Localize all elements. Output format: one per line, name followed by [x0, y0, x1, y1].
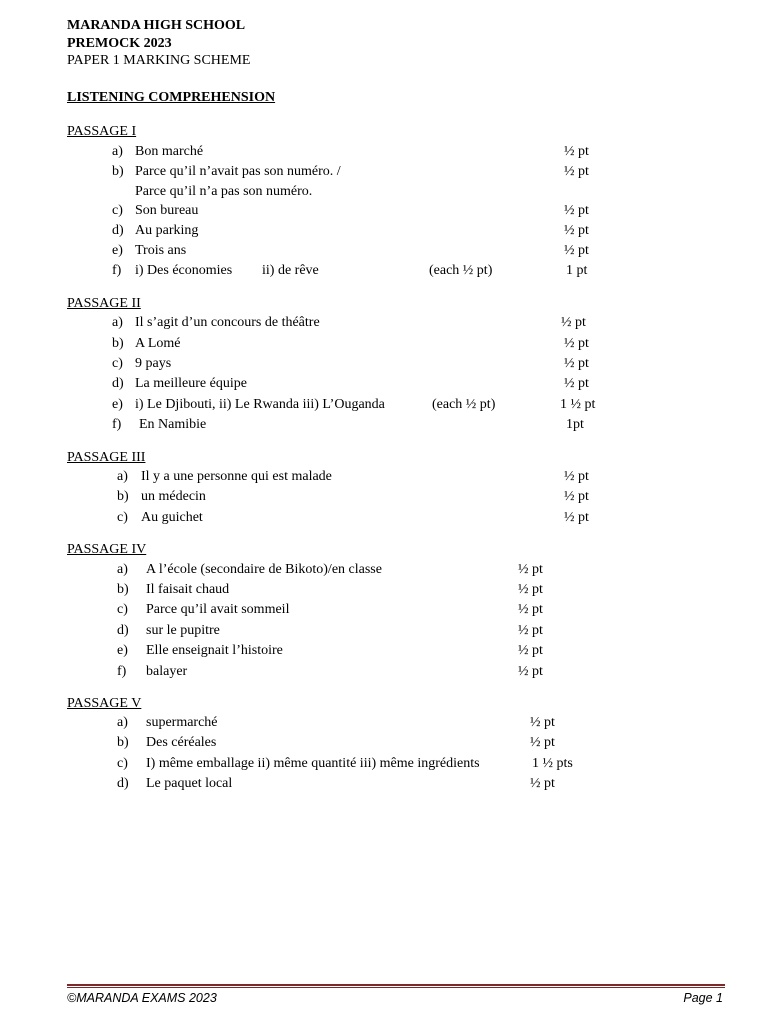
- page-number: Page 1: [683, 991, 723, 1005]
- answer-text: Son bureau: [135, 203, 199, 218]
- answer-text: Il faisait chaud: [146, 582, 230, 597]
- answer-text: La meilleure équipe: [135, 376, 247, 391]
- item-letter: b): [117, 582, 129, 597]
- answer-mark: ½ pt: [564, 223, 589, 238]
- section-title: LISTENING COMPREHENSION: [67, 90, 276, 105]
- school-name: MARANDA HIGH SCHOOL: [67, 18, 246, 33]
- item-letter: c): [117, 756, 128, 771]
- passage-title: PASSAGE I: [67, 124, 137, 139]
- item-letter: c): [112, 203, 123, 218]
- answer-text: Il s’agit d’un concours de théâtre: [135, 315, 320, 330]
- answer-text-part: ii) de rêve: [262, 263, 319, 278]
- answer-text: A l’école (secondaire de Bikoto)/en classe: [146, 562, 382, 577]
- answer-text: un médecin: [141, 489, 206, 504]
- answer-mark: ½ pt: [530, 776, 555, 791]
- answer-text: Au guichet: [141, 510, 203, 525]
- item-letter: a): [112, 315, 123, 330]
- answer-mark: ½ pt: [564, 203, 589, 218]
- answer-note: (each ½ pt): [432, 397, 496, 412]
- item-letter: d): [112, 223, 124, 238]
- answer-text: 9 pays: [135, 356, 172, 371]
- answer-mark: ½ pt: [564, 336, 589, 351]
- item-letter: c): [117, 510, 128, 525]
- answer-text: Le paquet local: [146, 776, 233, 791]
- answer-mark: ½ pt: [530, 735, 555, 750]
- answer-text: Bon marché: [135, 144, 204, 159]
- answer-text-alt: Parce qu’il n’a pas son numéro.: [135, 184, 313, 199]
- item-letter: e): [117, 643, 128, 658]
- answer-mark: ½ pt: [564, 356, 589, 371]
- item-letter: a): [117, 562, 128, 577]
- answer-mark: ½ pt: [530, 715, 555, 730]
- answer-mark: ½ pt: [564, 489, 589, 504]
- passage-title: PASSAGE III: [67, 450, 146, 465]
- answer-text: Parce qu’il n’avait pas son numéro. /: [135, 164, 341, 179]
- answer-mark: 1pt: [566, 417, 584, 432]
- answer-mark: ½ pt: [564, 243, 589, 258]
- answer-mark: ½ pt: [518, 562, 543, 577]
- passage-title: PASSAGE IV: [67, 542, 147, 557]
- answer-text: Il y a une personne qui est malade: [141, 469, 332, 484]
- answer-mark: 1 ½ pts: [532, 756, 573, 771]
- footer-copyright: ©MARANDA EXAMS 2023: [67, 991, 217, 1005]
- item-letter: d): [112, 376, 124, 391]
- answer-text: balayer: [146, 664, 188, 679]
- answer-mark: ½ pt: [564, 164, 589, 179]
- answer-mark: ½ pt: [564, 144, 589, 159]
- item-letter: f): [117, 664, 127, 679]
- answer-text: Trois ans: [135, 243, 187, 258]
- answer-mark: ½ pt: [561, 315, 586, 330]
- exam-name: PREMOCK 2023: [67, 36, 172, 51]
- item-letter: a): [117, 715, 128, 730]
- answer-mark: ½ pt: [564, 376, 589, 391]
- passage-title: PASSAGE V: [67, 696, 142, 711]
- answer-text: Parce qu’il avait sommeil: [146, 602, 290, 617]
- answer-mark: ½ pt: [518, 664, 543, 679]
- answer-text: A Lomé: [135, 336, 181, 351]
- item-letter: b): [112, 164, 124, 179]
- item-letter: c): [117, 602, 128, 617]
- item-letter: e): [112, 397, 123, 412]
- answer-mark: ½ pt: [518, 623, 543, 638]
- answer-text: i) Des économies: [135, 263, 233, 278]
- item-letter: c): [112, 356, 123, 371]
- item-letter: f): [112, 263, 122, 278]
- item-letter: a): [117, 469, 128, 484]
- answer-text: I) même emballage ii) même quantité iii) même ingrédients: [146, 756, 480, 771]
- paper-title: PAPER 1 MARKING SCHEME: [67, 53, 251, 68]
- answer-text: sur le pupitre: [146, 623, 220, 638]
- item-letter: a): [112, 144, 123, 159]
- answer-text: En Namibie: [139, 417, 207, 432]
- item-letter: d): [117, 776, 129, 791]
- item-letter: b): [117, 489, 129, 504]
- answer-text: Au parking: [135, 223, 199, 238]
- item-letter: e): [112, 243, 123, 258]
- answer-mark: 1 ½ pt: [560, 397, 596, 412]
- answer-text: Des céréales: [146, 735, 217, 750]
- answer-mark: ½ pt: [518, 582, 543, 597]
- answer-text: i) Le Djibouti, ii) Le Rwanda iii) L’Ouganda: [135, 397, 385, 412]
- passage-title: PASSAGE II: [67, 296, 141, 311]
- answer-mark: ½ pt: [518, 602, 543, 617]
- answer-text: Elle enseignait l’histoire: [146, 643, 283, 658]
- item-letter: d): [117, 623, 129, 638]
- footer-rule: [67, 984, 725, 988]
- item-letter: b): [117, 735, 129, 750]
- answer-mark: 1 pt: [566, 263, 588, 278]
- answer-note: (each ½ pt): [429, 263, 493, 278]
- item-letter: f): [112, 417, 122, 432]
- answer-mark: ½ pt: [564, 469, 589, 484]
- answer-text: supermarché: [146, 715, 218, 730]
- item-letter: b): [112, 336, 124, 351]
- answer-mark: ½ pt: [518, 643, 543, 658]
- answer-mark: ½ pt: [564, 510, 589, 525]
